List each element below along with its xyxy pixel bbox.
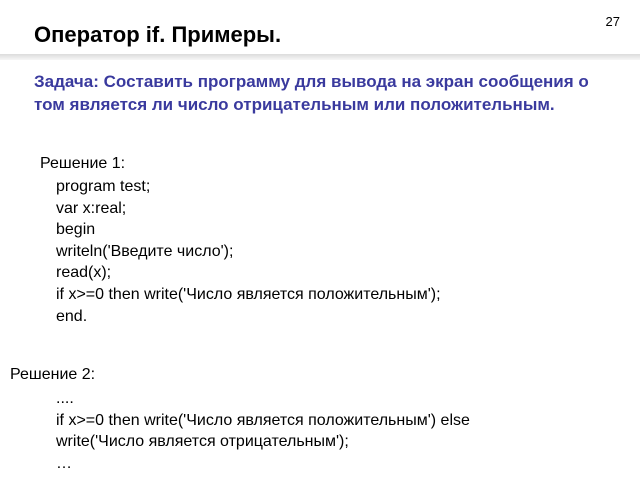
task-statement: Задача: Составить программу для вывода на экран сообщения о том является ли число отрицательным или положительным. [34,72,589,114]
solution-2-code [56,388,470,474]
code-line: .... [56,390,74,407]
code-line: writeln('Введите число'); [56,242,234,260]
code-line: … [56,454,72,472]
code-line: if x>=0 then write('Число является положительным'); [56,285,441,303]
slide-title: Оператор if. Примеры. [34,22,282,47]
code-line: read(x); [56,264,112,282]
code-line: var x:real; [56,199,127,217]
solution-1-code [56,176,441,327]
code-line: write('Число является отрицательным'); [56,433,349,451]
code-line: if x>=0 then write('Число является положительным') else [56,411,470,429]
title-divider [0,54,640,60]
solution-2-heading: Решение 2: [10,366,96,383]
page-number: 27 [605,14,620,29]
code-line: end. [56,307,88,325]
solution-1-heading: Решение 1: [40,155,126,172]
code-line: begin [56,221,96,239]
code-line: program test; [56,178,151,195]
